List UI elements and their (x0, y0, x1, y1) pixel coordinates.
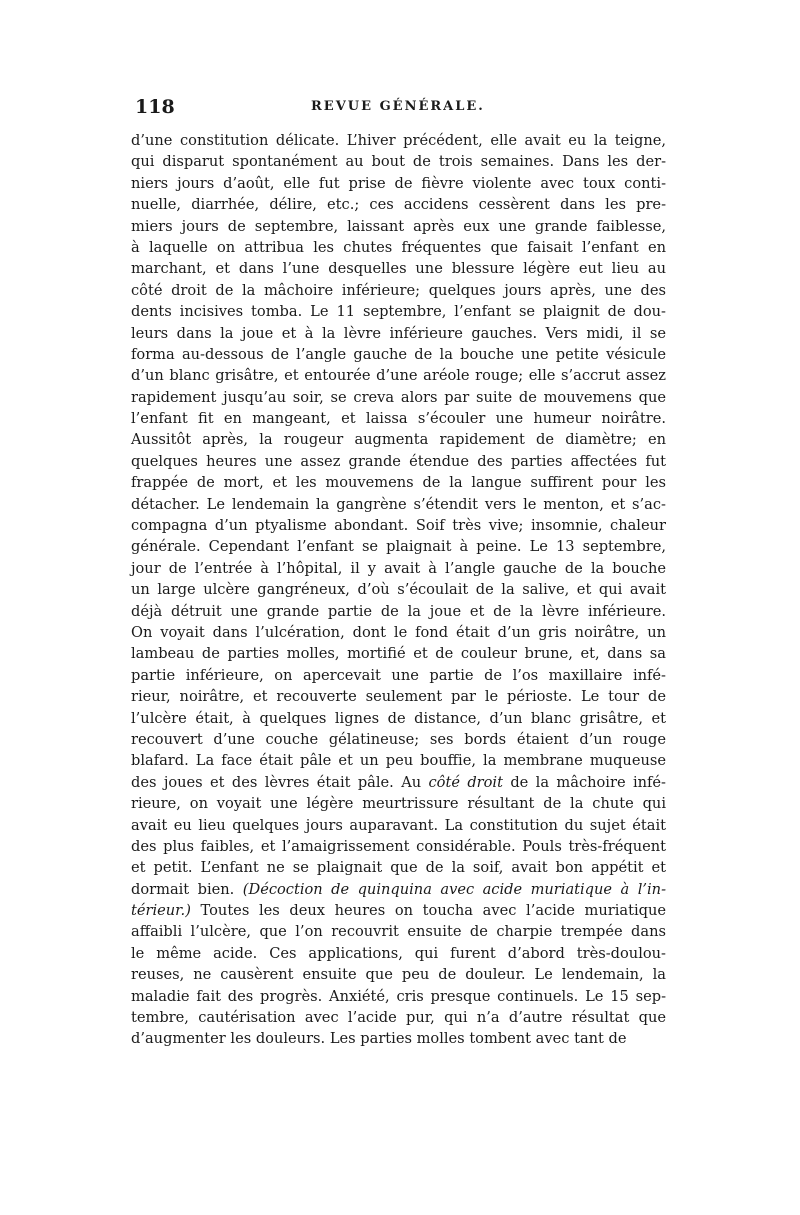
text-segment: côté droit de la mâchoire inférieure; quelques jours après, une des (131, 281, 666, 299)
text-line (131, 879, 666, 900)
text-line (131, 836, 666, 857)
text-line (131, 750, 666, 771)
text-line (131, 323, 666, 344)
text-segment: niers jours d’août, elle fut prise de fièvre violente avec toux conti- (131, 174, 666, 192)
running-title: REVUE GÉNÉRALE. (311, 99, 485, 114)
text-segment: partie inférieure, on apercevait une partie de l’os maxillaire infé- (131, 666, 666, 684)
text-segment: de la mâchoire infé- (502, 773, 666, 791)
text-line (131, 344, 666, 365)
text-segment: dents incisives tomba. Le 11 septembre, l’enfant se plaignit de dou- (131, 303, 666, 321)
text-line (131, 408, 666, 429)
text-segment: reuses, ne causèrent ensuite que peu de douleur. Le lendemain, la (131, 966, 666, 984)
text-line (131, 194, 666, 215)
text-segment: qui disparut spontanément au bout de trois semaines. Dans les der- (131, 153, 666, 171)
text-segment: à laquelle on attribua les chutes fréquentes que faisait l’enfant en (131, 238, 666, 256)
text-line (131, 943, 666, 964)
text-line (131, 216, 666, 237)
text-line (131, 601, 666, 622)
text-block (131, 96, 666, 1050)
text-line (131, 900, 666, 921)
text-segment: des plus faibles, et l’amaigrissement considérable. Pouls très-fréquent (131, 837, 666, 855)
text-segment: et petit. L’enfant ne se plaignait que de la soif, avait bon appétit et (131, 859, 666, 877)
text-line (131, 558, 666, 579)
text-line (131, 815, 666, 836)
text-segment: d’une constitution délicate. L’hiver précédent, elle avait eu la teigne, (131, 132, 666, 149)
text-line (131, 1007, 666, 1028)
text-line (131, 1028, 666, 1049)
text-segment: d’un blanc grisâtre, et entourée d’une aréole rouge; elle s’accrut assez (131, 367, 666, 385)
text-line (131, 151, 666, 172)
text-line (131, 515, 666, 536)
text-segment: d’augmenter les douleurs. Les parties molles tombent avec tant de (131, 1030, 627, 1048)
text-line (131, 857, 666, 878)
text-segment: recouvert d’une couche gélatineuse; ses bords étaient d’un rouge (131, 730, 666, 748)
text-segment: Toutes les deux heures on toucha avec l’acide muriatique (190, 902, 666, 920)
text-line (131, 964, 666, 985)
text-segment: Aussitôt après, la rougeur augmenta rapidement de diamètre; en (131, 431, 666, 449)
text-line (131, 365, 666, 386)
text-segment: rieure, on voyait une légère meurtrissure résultant de la chute qui (131, 795, 666, 813)
text-line (131, 686, 666, 707)
text-line (131, 130, 666, 151)
text-segment: générale. Cependant l’enfant se plaignait à peine. Le 13 septembre, (131, 538, 666, 556)
text-line (131, 280, 666, 301)
running-head (131, 96, 666, 130)
text-segment: nuelle, diarrhée, délire, etc.; ces accidens cessèrent dans les pre- (131, 196, 666, 214)
text-segment: rapidement jusqu’au soir, se creva alors par suite de mouvemens que (131, 388, 666, 406)
text-segment: frappée de mort, et les mouvemens de la langue suffirent pour les (131, 474, 666, 492)
text-line (131, 301, 666, 322)
text-line (131, 986, 666, 1007)
text-segment: lambeau de parties molles, mortifié et de couleur brune, et, dans sa (131, 645, 666, 663)
text-line (131, 494, 666, 515)
italic-segment: côté droit (428, 773, 503, 791)
text-segment: compagna d’un ptyalisme abondant. Soif très vive; insomnie, chaleur (131, 517, 666, 535)
text-segment: le même acide. Ces applications, qui furent d’abord très-doulou- (131, 944, 666, 962)
text-segment: marchant, et dans l’une desquelles une blessure légère eut lieu au (131, 260, 666, 278)
text-line (131, 429, 666, 450)
text-segment: des joues et des lèvres était pâle. Au (131, 773, 429, 791)
text-line (131, 921, 666, 942)
text-segment: leurs dans la joue et à la lèvre inférieure gauches. Vers midi, il se (131, 324, 666, 342)
text-line (131, 472, 666, 493)
text-segment: On voyait dans l’ulcération, dont le fond était d’un gris noirâtre, un (131, 623, 666, 641)
text-segment: un large ulcère gangréneux, d’où s’écoulait de la salive, et qui avait (131, 581, 666, 599)
text-line (131, 708, 666, 729)
text-line (131, 173, 666, 194)
page-number: 118 (135, 96, 175, 118)
text-segment: jour de l’entrée à l’hôpital, il y avait à l’angle gauche de la bouche (131, 559, 666, 577)
text-line (131, 643, 666, 664)
text-line (131, 665, 666, 686)
text-line (131, 772, 666, 793)
text-segment: déjà détruit une grande partie de la joue et de la lèvre inférieure. (131, 602, 666, 620)
text-line (131, 579, 666, 600)
text-segment: l’ulcère était, à quelques lignes de distance, d’un blanc grisâtre, et (131, 709, 666, 727)
italic-segment: térieur.) (131, 902, 191, 920)
text-segment: rieur, noirâtre, et recouverte seulement par le périoste. Le tour de (131, 688, 666, 706)
text-segment: détacher. Le lendemain la gangrène s’étendit vers le menton, et s’ac- (131, 495, 666, 513)
text-segment: maladie fait des progrès. Anxiété, cris presque continuels. Le 15 sep- (131, 987, 666, 1005)
text-segment: forma au-dessous de l’angle gauche de la bouche une petite vésicule (131, 345, 666, 363)
text-line (131, 258, 666, 279)
text-line (131, 237, 666, 258)
text-line (131, 387, 666, 408)
body-text (131, 130, 666, 1050)
text-segment: l’enfant fit en mangeant, et laissa s’écouler une humeur noirâtre. (131, 410, 666, 428)
text-line (131, 729, 666, 750)
text-segment: dormait bien. (131, 880, 243, 898)
text-line (131, 536, 666, 557)
italic-segment: (Décoction de quinquina avec acide muriatique à l’in- (242, 880, 666, 898)
text-line (131, 622, 666, 643)
text-line (131, 793, 666, 814)
text-segment: blafard. La face était pâle et un peu bouffie, la membrane muqueuse (131, 752, 666, 770)
text-line (131, 451, 666, 472)
text-segment: miers jours de septembre, laissant après eux une grande faiblesse, (131, 217, 666, 235)
text-segment: tembre, cautérisation avec l’acide pur, qui n’a d’autre résultat que (131, 1009, 666, 1027)
text-segment: affaibli l’ulcère, que l’on recouvrit ensuite de charpie trempée dans (131, 923, 666, 941)
text-segment: avait eu lieu quelques jours auparavant. La constitution du sujet était (131, 816, 666, 834)
text-segment: quelques heures une assez grande étendue des parties affectées fut (131, 452, 666, 470)
